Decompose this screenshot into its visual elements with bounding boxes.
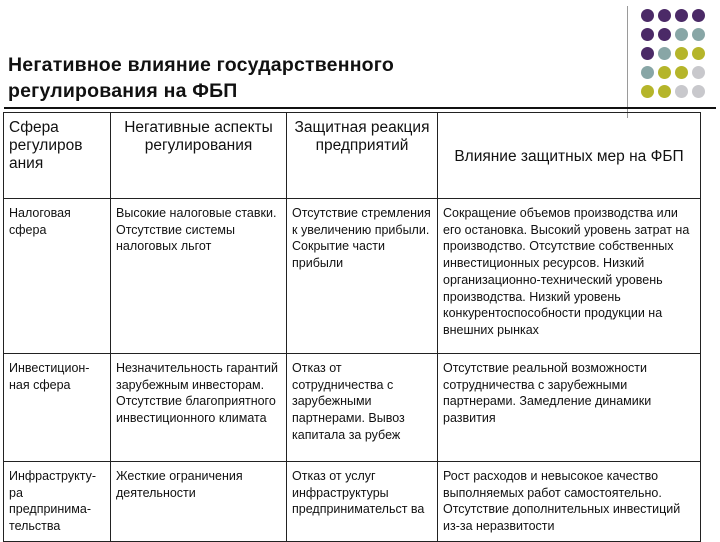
cell-impact: Отсутствие реальной возможности сотрудничества с зарубежными партнерами. Замедление динамики развития (438, 354, 701, 462)
cell-aspects: Высокие налоговые ставки. Отсутствие системы налоговых льгот (111, 199, 287, 354)
cell-impact: Сокращение объемов производства или его остановка. Высокий уровень затрат на производство. Отсутствие собственных инвестиционных ресурсов. Низкий организационно-технический уровень производства. Низкий уровень конкурентоспособности продукции на внешних рынках (438, 199, 701, 354)
table-row (4, 199, 701, 354)
slide-title-line-2: регулирования на ФБП (8, 80, 238, 102)
header-protective-reaction: Защитная реакция предприятий (287, 113, 438, 199)
header-negative-aspects: Негативные аспекты регулирования (111, 113, 287, 199)
cell-impact: Рост расходов и невысокое качество выполняемых работ самостоятельно. Отсутствие дополнительных инвестиций из-за неразвитости (438, 462, 701, 542)
dot-teal (641, 66, 654, 79)
regulation-impact-table (3, 112, 701, 542)
dot-purple (641, 9, 654, 22)
dot-olive (658, 85, 671, 98)
dot-olive (641, 85, 654, 98)
dot-olive (692, 47, 705, 60)
header-sphere: Сфера регулиров ания (4, 113, 111, 199)
cell-reaction: Отказ от услуг инфраструктуры предпринимательст ва (287, 462, 438, 542)
dot-purple (641, 47, 654, 60)
dot-olive (675, 66, 688, 79)
dot-grid-decoration (641, 9, 720, 109)
cell-aspects: Жесткие ограничения деятельности (111, 462, 287, 542)
slide-title-line-1: Негативное влияние государственного (8, 54, 394, 76)
dot-purple (692, 9, 705, 22)
cell-sphere: Инфраструкту-ра предпринима-тельства (4, 462, 111, 542)
table-header-row (4, 113, 701, 199)
cell-reaction: Отказ от сотрудничества с зарубежными партнерами. Вывоз капитала за рубеж (287, 354, 438, 462)
dot-purple (675, 9, 688, 22)
title-underline (4, 107, 716, 109)
dot-gray (692, 85, 705, 98)
dot-gray (675, 85, 688, 98)
cell-aspects: Незначительность гарантий зарубежным инвесторам. Отсутствие благоприятного инвестиционного климата (111, 354, 287, 462)
slide-title (8, 52, 608, 104)
dot-teal (675, 28, 688, 41)
dot-purple (658, 9, 671, 22)
dot-purple (641, 28, 654, 41)
cell-sphere: Инвестицион-ная сфера (4, 354, 111, 462)
dot-olive (675, 47, 688, 60)
dot-olive (658, 66, 671, 79)
dot-teal (692, 28, 705, 41)
dot-teal (658, 47, 671, 60)
dot-purple (658, 28, 671, 41)
table-row (4, 354, 701, 462)
cell-sphere: Налоговая сфера (4, 199, 111, 354)
table-row (4, 462, 701, 542)
cell-reaction: Отсутствие стремления к увеличению прибыли. Сокрытие части прибыли (287, 199, 438, 354)
dot-gray (692, 66, 705, 79)
header-impact-on-fbp: Влияние защитных мер на ФБП (438, 113, 701, 199)
vertical-accent-line (627, 6, 628, 118)
